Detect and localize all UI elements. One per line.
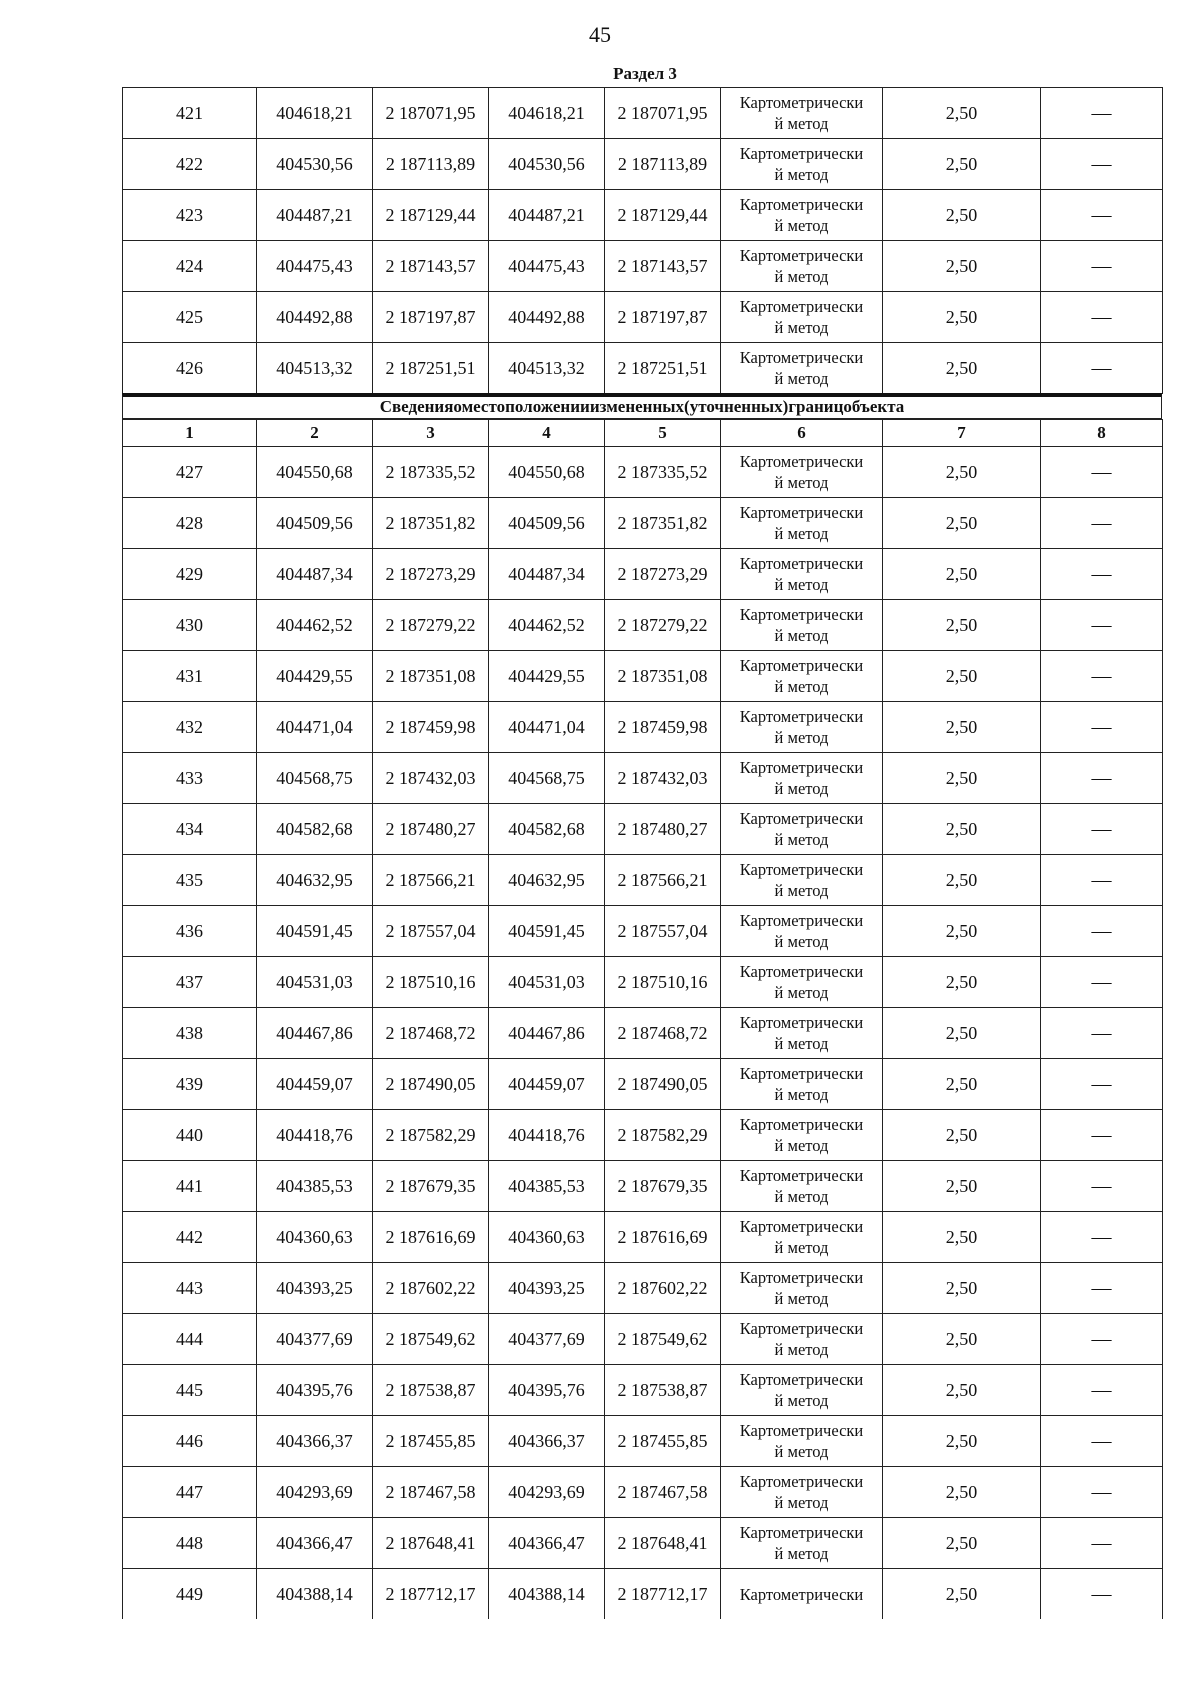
value-cell: 404632,95 [257,855,373,906]
value-cell: 404366,47 [257,1518,373,1569]
value-cell: 2,50 [883,190,1041,241]
value-cell: 404429,55 [257,651,373,702]
value-cell: 404531,03 [257,957,373,1008]
column-number-cell: 2 [257,420,373,447]
value-cell: 404293,69 [489,1467,605,1518]
value-cell: 2 187455,85 [373,1416,489,1467]
value-cell: 2 187679,35 [373,1161,489,1212]
dash-cell: — [1041,1059,1163,1110]
dash-cell: — [1041,139,1163,190]
value-cell: 404487,34 [489,549,605,600]
point-number-cell: 426 [123,343,257,394]
value-cell: 2 187143,57 [373,241,489,292]
table-row [123,1212,1163,1263]
point-number-cell: 439 [123,1059,257,1110]
value-cell: 2 187351,82 [373,498,489,549]
method-cell: Картометрически й метод [721,1314,883,1365]
method-cell: Картометрически й метод [721,804,883,855]
point-number-cell: 428 [123,498,257,549]
dash-cell: — [1041,906,1163,957]
table-row [123,1314,1163,1365]
value-cell: 404509,56 [257,498,373,549]
method-cell: Картометрически [721,1569,883,1620]
value-cell: 404471,04 [489,702,605,753]
column-number-cell: 3 [373,420,489,447]
value-cell: 2 187616,69 [373,1212,489,1263]
method-cell: Картометрически й метод [721,957,883,1008]
value-cell: 404388,14 [257,1569,373,1620]
value-cell: 404475,43 [489,241,605,292]
value-cell: 2 187480,27 [373,804,489,855]
table-row [123,1059,1163,1110]
value-cell: 2,50 [883,1059,1041,1110]
dash-cell: — [1041,651,1163,702]
method-cell: Картометрически й метод [721,498,883,549]
dash-cell: — [1041,957,1163,1008]
table-row [123,88,1163,139]
value-cell: 2,50 [883,1416,1041,1467]
value-cell: 2,50 [883,906,1041,957]
table-row [123,1569,1163,1620]
method-cell: Картометрически й метод [721,600,883,651]
value-cell: 2 187490,05 [605,1059,721,1110]
value-cell: 2 187113,89 [373,139,489,190]
dash-cell: — [1041,1110,1163,1161]
coordinates-table-bottom [122,419,1163,1619]
value-cell: 404462,52 [489,600,605,651]
method-cell: Картометрически й метод [721,139,883,190]
dash-cell: — [1041,600,1163,651]
value-cell: 404395,76 [489,1365,605,1416]
value-cell: 404492,88 [489,292,605,343]
table-row [123,957,1163,1008]
value-cell: 2 187468,72 [605,1008,721,1059]
dash-cell: — [1041,1467,1163,1518]
value-cell: 2,50 [883,1569,1041,1620]
value-cell: 2 187251,51 [605,343,721,394]
value-cell: 2,50 [883,549,1041,600]
value-cell: 2,50 [883,139,1041,190]
point-number-cell: 433 [123,753,257,804]
value-cell: 2 187602,22 [373,1263,489,1314]
method-cell: Картометрически й метод [721,292,883,343]
value-cell: 2 187566,21 [605,855,721,906]
value-cell: 2,50 [883,1314,1041,1365]
value-cell: 2 187557,04 [373,906,489,957]
value-cell: 2,50 [883,600,1041,651]
value-cell: 404418,76 [257,1110,373,1161]
value-cell: 404395,76 [257,1365,373,1416]
table-row [123,1518,1163,1569]
dash-cell: — [1041,1008,1163,1059]
value-cell: 2 187510,16 [373,957,489,1008]
dash-cell: — [1041,855,1163,906]
value-cell: 2 187648,41 [373,1518,489,1569]
column-number-cell: 6 [721,420,883,447]
value-cell: 404360,63 [489,1212,605,1263]
value-cell: 2 187455,85 [605,1416,721,1467]
point-number-cell: 436 [123,906,257,957]
value-cell: 404632,95 [489,855,605,906]
table-row [123,447,1163,498]
value-cell: 2 187480,27 [605,804,721,855]
value-cell: 2 187679,35 [605,1161,721,1212]
value-cell: 404459,07 [489,1059,605,1110]
table-row [123,804,1163,855]
method-cell: Картометрически й метод [721,1365,883,1416]
coordinates-table-top [122,87,1163,394]
point-number-cell: 441 [123,1161,257,1212]
value-cell: 2 187071,95 [605,88,721,139]
point-number-cell: 421 [123,88,257,139]
method-cell: Картометрически й метод [721,855,883,906]
method-cell: Картометрически й метод [721,753,883,804]
column-number-cell: 7 [883,420,1041,447]
point-number-cell: 445 [123,1365,257,1416]
point-number-cell: 442 [123,1212,257,1263]
method-cell: Картометрически й метод [721,1212,883,1263]
value-cell: 404475,43 [257,241,373,292]
table-row [123,855,1163,906]
dash-cell: — [1041,1161,1163,1212]
method-cell: Картометрически й метод [721,1467,883,1518]
value-cell: 2 187467,58 [605,1467,721,1518]
value-cell: 2 187538,87 [373,1365,489,1416]
table-row [123,1110,1163,1161]
method-cell: Картометрически й метод [721,1008,883,1059]
value-cell: 404377,69 [257,1314,373,1365]
value-cell: 404509,56 [489,498,605,549]
point-number-cell: 440 [123,1110,257,1161]
dash-cell: — [1041,1263,1163,1314]
dash-cell: — [1041,804,1163,855]
table-row [123,292,1163,343]
value-cell: 2 187616,69 [605,1212,721,1263]
value-cell: 2 187251,51 [373,343,489,394]
value-cell: 2 187143,57 [605,241,721,292]
value-cell: 2 187197,87 [605,292,721,343]
value-cell: 404366,47 [489,1518,605,1569]
column-number-row [123,420,1163,447]
value-cell: 404487,21 [489,190,605,241]
table-row [123,1467,1163,1518]
table-row [123,600,1163,651]
value-cell: 2 187351,08 [373,651,489,702]
table-row [123,343,1163,394]
method-cell: Картометрически й метод [721,651,883,702]
value-cell: 2 187549,62 [373,1314,489,1365]
value-cell: 2 187335,52 [605,447,721,498]
value-cell: 404487,34 [257,549,373,600]
column-number-cell: 4 [489,420,605,447]
value-cell: 404582,68 [257,804,373,855]
value-cell: 404550,68 [489,447,605,498]
column-number-cell: 1 [123,420,257,447]
value-cell: 2 187557,04 [605,906,721,957]
value-cell: 2 187113,89 [605,139,721,190]
point-number-cell: 449 [123,1569,257,1620]
value-cell: 2 187549,62 [605,1314,721,1365]
value-cell: 404513,32 [257,343,373,394]
method-cell: Картометрически й метод [721,190,883,241]
value-cell: 2 187273,29 [605,549,721,600]
dash-cell: — [1041,1518,1163,1569]
point-number-cell: 434 [123,804,257,855]
value-cell: 2 187459,98 [373,702,489,753]
method-cell: Картометрически й метод [721,343,883,394]
method-cell: Картометрически й метод [721,1518,883,1569]
value-cell: 2 187432,03 [605,753,721,804]
table-row [123,139,1163,190]
value-cell: 2 187712,17 [605,1569,721,1620]
value-cell: 404366,37 [257,1416,373,1467]
dash-cell: — [1041,549,1163,600]
page-number: 45 [589,22,611,47]
value-cell: 2,50 [883,804,1041,855]
method-cell: Картометрически й метод [721,702,883,753]
method-cell: Картометрически й метод [721,241,883,292]
point-number-cell: 430 [123,600,257,651]
value-cell: 404530,56 [257,139,373,190]
value-cell: 2 187510,16 [605,957,721,1008]
value-cell: 404429,55 [489,651,605,702]
point-number-cell: 437 [123,957,257,1008]
value-cell: 2 187648,41 [605,1518,721,1569]
value-cell: 2 187432,03 [373,753,489,804]
value-cell: 2,50 [883,1008,1041,1059]
point-number-cell: 432 [123,702,257,753]
value-cell: 404393,25 [257,1263,373,1314]
value-cell: 2 187582,29 [605,1110,721,1161]
section-subtitle: Сведенияоместоположенииизмененных(уточненных)границобъекта [122,393,1162,419]
table-row [123,1263,1163,1314]
value-cell: 404568,75 [257,753,373,804]
dash-cell: — [1041,1416,1163,1467]
point-number-cell: 427 [123,447,257,498]
value-cell: 2 187459,98 [605,702,721,753]
dash-cell: — [1041,88,1163,139]
table-row [123,1365,1163,1416]
column-number-cell: 5 [605,420,721,447]
value-cell: 2 187582,29 [373,1110,489,1161]
value-cell: 2 187129,44 [605,190,721,241]
point-number-cell: 446 [123,1416,257,1467]
point-number-cell: 435 [123,855,257,906]
table-row [123,1008,1163,1059]
dash-cell: — [1041,1365,1163,1416]
value-cell: 2 187273,29 [373,549,489,600]
value-cell: 2 187566,21 [373,855,489,906]
table-row [123,1416,1163,1467]
dash-cell: — [1041,753,1163,804]
value-cell: 404459,07 [257,1059,373,1110]
value-cell: 404618,21 [489,88,605,139]
value-cell: 2 187490,05 [373,1059,489,1110]
point-number-cell: 443 [123,1263,257,1314]
value-cell: 2,50 [883,1161,1041,1212]
table-row [123,753,1163,804]
table-row [123,498,1163,549]
table-row [123,1161,1163,1212]
method-cell: Картометрически й метод [721,549,883,600]
point-number-cell: 444 [123,1314,257,1365]
table-row [123,906,1163,957]
value-cell: 2,50 [883,1263,1041,1314]
point-number-cell: 429 [123,549,257,600]
value-cell: 404492,88 [257,292,373,343]
value-cell: 2,50 [883,753,1041,804]
dash-cell: — [1041,702,1163,753]
method-cell: Картометрически й метод [721,1161,883,1212]
value-cell: 404385,53 [257,1161,373,1212]
table-bottom-body [123,420,1163,1620]
value-cell: 2,50 [883,1212,1041,1263]
value-cell: 2 187538,87 [605,1365,721,1416]
point-number-cell: 425 [123,292,257,343]
table-row [123,651,1163,702]
value-cell: 2 187712,17 [373,1569,489,1620]
value-cell: 404293,69 [257,1467,373,1518]
method-cell: Картометрически й метод [721,1263,883,1314]
value-cell: 404471,04 [257,702,373,753]
value-cell: 404550,68 [257,447,373,498]
value-cell: 2 187129,44 [373,190,489,241]
value-cell: 404467,86 [489,1008,605,1059]
value-cell: 2,50 [883,651,1041,702]
value-cell: 404388,14 [489,1569,605,1620]
dash-cell: — [1041,190,1163,241]
point-number-cell: 422 [123,139,257,190]
value-cell: 2,50 [883,241,1041,292]
point-number-cell: 447 [123,1467,257,1518]
table-top-body [123,88,1163,394]
dash-cell: — [1041,498,1163,549]
point-number-cell: 423 [123,190,257,241]
value-cell: 2 187351,08 [605,651,721,702]
value-cell: 404582,68 [489,804,605,855]
value-cell: 2,50 [883,1110,1041,1161]
value-cell: 2 187467,58 [373,1467,489,1518]
value-cell: 2 187468,72 [373,1008,489,1059]
value-cell: 404487,21 [257,190,373,241]
value-cell: 2,50 [883,957,1041,1008]
column-number-cell: 8 [1041,420,1163,447]
value-cell: 2,50 [883,498,1041,549]
method-cell: Картометрически й метод [721,1416,883,1467]
section-title: Раздел 3 [613,64,677,83]
dash-cell: — [1041,1212,1163,1263]
value-cell: 404530,56 [489,139,605,190]
method-cell: Картометрически й метод [721,447,883,498]
value-cell: 404377,69 [489,1314,605,1365]
value-cell: 404393,25 [489,1263,605,1314]
value-cell: 2 187335,52 [373,447,489,498]
dash-cell: — [1041,292,1163,343]
dash-cell: — [1041,1314,1163,1365]
value-cell: 2 187197,87 [373,292,489,343]
dash-cell: — [1041,241,1163,292]
method-cell: Картометрически й метод [721,1059,883,1110]
value-cell: 404467,86 [257,1008,373,1059]
table-row [123,190,1163,241]
method-cell: Картометрически й метод [721,1110,883,1161]
point-number-cell: 424 [123,241,257,292]
value-cell: 404591,45 [489,906,605,957]
value-cell: 404513,32 [489,343,605,394]
value-cell: 2,50 [883,343,1041,394]
value-cell: 2,50 [883,292,1041,343]
point-number-cell: 448 [123,1518,257,1569]
dash-cell: — [1041,343,1163,394]
value-cell: 2 187071,95 [373,88,489,139]
value-cell: 2 187279,22 [605,600,721,651]
value-cell: 404591,45 [257,906,373,957]
value-cell: 2,50 [883,1467,1041,1518]
dash-cell: — [1041,447,1163,498]
table-row [123,702,1163,753]
value-cell: 2 187351,82 [605,498,721,549]
point-number-cell: 431 [123,651,257,702]
value-cell: 2,50 [883,447,1041,498]
value-cell: 2,50 [883,855,1041,906]
value-cell: 404418,76 [489,1110,605,1161]
value-cell: 404618,21 [257,88,373,139]
value-cell: 404366,37 [489,1416,605,1467]
value-cell: 2 187279,22 [373,600,489,651]
table-row [123,549,1163,600]
method-cell: Картометрически й метод [721,906,883,957]
dash-cell: — [1041,1569,1163,1620]
value-cell: 2 187602,22 [605,1263,721,1314]
value-cell: 2,50 [883,702,1041,753]
value-cell: 2,50 [883,1518,1041,1569]
value-cell: 404385,53 [489,1161,605,1212]
value-cell: 2,50 [883,88,1041,139]
point-number-cell: 438 [123,1008,257,1059]
table-row [123,241,1163,292]
value-cell: 404360,63 [257,1212,373,1263]
value-cell: 2,50 [883,1365,1041,1416]
value-cell: 404531,03 [489,957,605,1008]
value-cell: 404462,52 [257,600,373,651]
value-cell: 404568,75 [489,753,605,804]
method-cell: Картометрически й метод [721,88,883,139]
